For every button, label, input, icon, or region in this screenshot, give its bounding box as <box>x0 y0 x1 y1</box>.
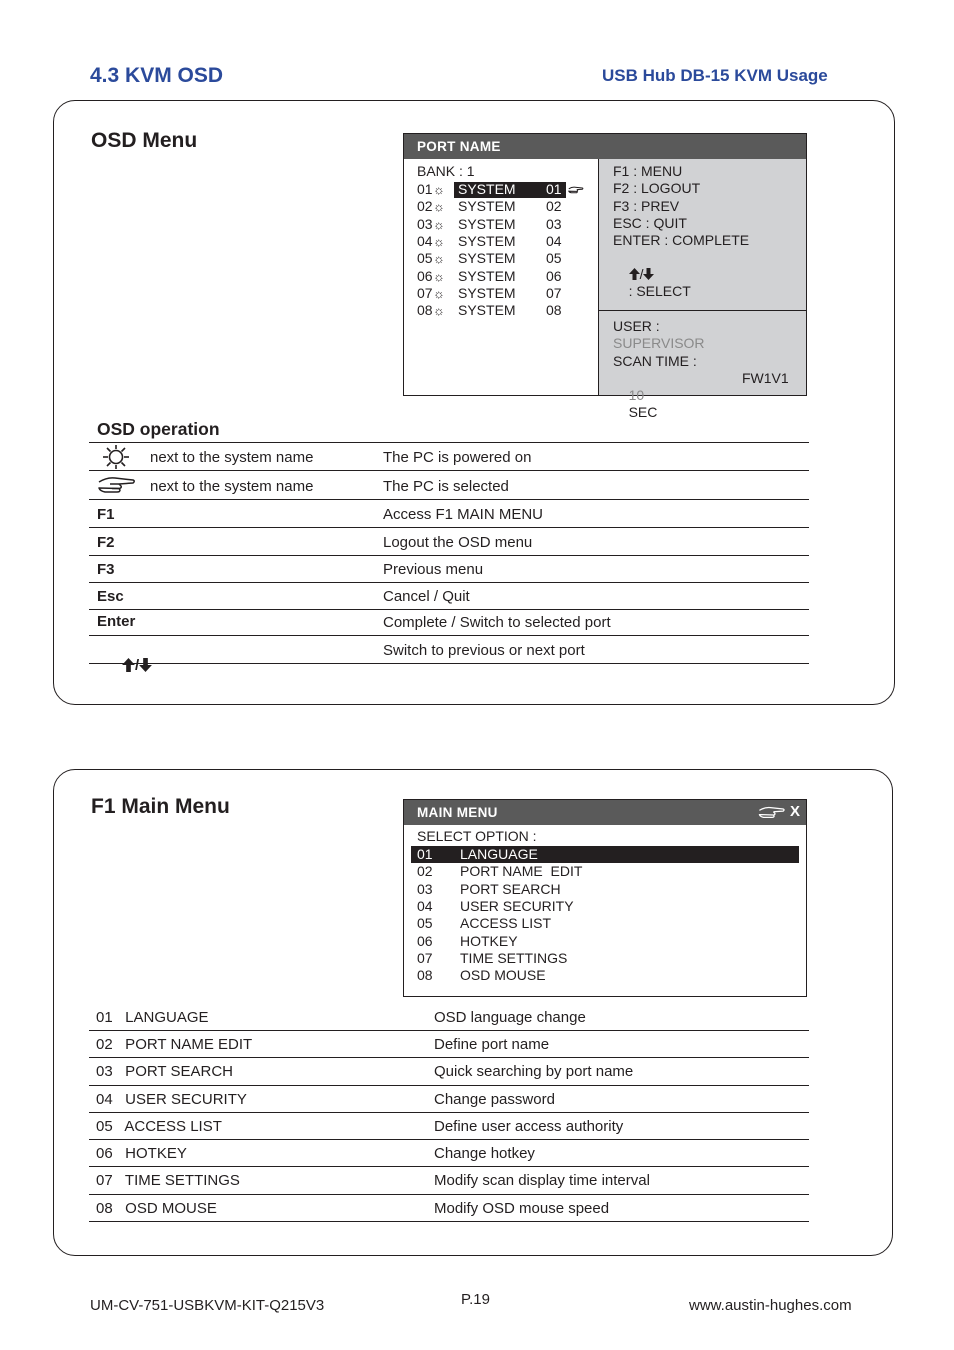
hotkey-f3: F3 : PREV <box>613 198 680 214</box>
firmware-version: FW1V1 <box>742 370 789 386</box>
option-label: OSD MOUSE <box>460 967 546 984</box>
option-label: PORT NAME EDIT <box>460 863 583 880</box>
option-label: ACCESS LIST <box>460 915 552 932</box>
port-number: 05 <box>417 250 433 267</box>
menu-item-desc: OSD language change <box>434 1009 586 1026</box>
osd-operation-title: OSD operation <box>97 419 220 439</box>
port-number: 01 <box>417 181 433 197</box>
operation-key: next to the system name <box>150 449 314 466</box>
port-row[interactable] <box>417 216 582 233</box>
sun-icon: ☼ <box>433 268 445 284</box>
operation-desc: Complete / Switch to selected port <box>383 614 611 631</box>
sun-icon: ☼ <box>433 251 445 267</box>
port-row[interactable] <box>417 302 582 319</box>
hotkey-enter: ENTER : COMPLETE <box>613 232 750 248</box>
port-number: 02 <box>417 198 433 215</box>
port-name: SYSTEM <box>458 198 516 215</box>
port-number: 03 <box>417 215 433 232</box>
menu-option[interactable] <box>411 863 799 880</box>
operation-desc: Cancel / Quit <box>383 588 470 605</box>
menu-item-name: 05 ACCESS LIST <box>96 1118 222 1135</box>
select-label: : SELECT <box>628 283 691 299</box>
option-number: 06 <box>417 932 433 949</box>
port-name: SYSTEM <box>458 232 516 249</box>
main-menu-screen <box>403 799 807 997</box>
operation-key: Enter <box>97 613 136 630</box>
menu-option[interactable] <box>411 898 799 915</box>
hotkey-f2: F2 : LOGOUT <box>613 180 701 196</box>
menu-item-name: 07 TIME SETTINGS <box>96 1172 240 1189</box>
bank-label: BANK : 1 <box>417 163 475 179</box>
pointing-hand-icon <box>97 476 137 494</box>
sun-icon: ☼ <box>433 233 445 249</box>
osd-operation-table <box>89 442 809 674</box>
sun-icon: ☼ <box>433 182 445 197</box>
operation-desc: Logout the OSD menu <box>383 534 533 551</box>
operation-key: Esc <box>97 588 124 605</box>
menu-option[interactable] <box>411 933 799 950</box>
port-id: 07 <box>546 284 562 301</box>
port-id: 05 <box>546 250 562 267</box>
select-option-label: SELECT OPTION : <box>417 828 537 844</box>
menu-item-name: 03 PORT SEARCH <box>96 1063 233 1080</box>
operation-key: next to the system name <box>150 478 314 495</box>
operation-desc: The PC is selected <box>383 478 509 495</box>
website-link[interactable]: www.austin-hughes.com <box>689 1297 852 1314</box>
port-number: 08 <box>417 302 433 319</box>
down-arrow-icon <box>139 658 152 672</box>
osd-menu-title: OSD Menu <box>91 129 198 152</box>
port-row[interactable] <box>417 250 582 267</box>
menu-option[interactable] <box>411 967 799 984</box>
table-row <box>89 1114 809 1140</box>
table-row <box>89 584 809 610</box>
section-title: 4.3 KVM OSD <box>90 64 224 87</box>
option-number: 04 <box>417 897 433 914</box>
menu-option[interactable] <box>411 846 799 863</box>
up-arrow-icon <box>122 658 135 672</box>
menu-option[interactable] <box>411 950 799 967</box>
port-row[interactable] <box>417 198 582 215</box>
operation-desc: Switch to previous or next port <box>383 642 585 659</box>
port-number: 06 <box>417 267 433 284</box>
port-name-screen <box>403 133 807 420</box>
table-row <box>89 1168 809 1195</box>
port-id: 04 <box>546 232 562 249</box>
user-value: SUPERVISOR <box>613 335 705 351</box>
option-label: PORT SEARCH <box>460 880 561 897</box>
menu-item-name: 02 PORT NAME EDIT <box>96 1036 253 1053</box>
doc-id: UM-CV-751-USBKVM-KIT-Q215V3 <box>90 1297 325 1314</box>
scan-time-number: 10 <box>628 387 645 403</box>
port-row[interactable] <box>417 268 582 285</box>
menu-item-name: 04 USER SECURITY <box>96 1091 247 1108</box>
operation-desc: The PC is powered on <box>383 449 532 466</box>
port-number: 07 <box>417 284 433 301</box>
table-row <box>89 443 809 471</box>
table-row <box>89 557 809 583</box>
table-row <box>89 1087 809 1113</box>
sun-icon: ☼ <box>433 216 445 232</box>
port-id: 08 <box>546 302 562 319</box>
page-number: P.19 <box>461 1291 490 1308</box>
option-number: 08 <box>417 967 433 984</box>
operation-desc: Access F1 MAIN MENU <box>383 506 544 523</box>
port-id: 03 <box>546 215 562 232</box>
sun-icon: ☼ <box>433 303 445 319</box>
port-name: SYSTEM <box>458 284 516 301</box>
down-arrow-icon <box>643 268 654 280</box>
option-number: 02 <box>417 863 433 880</box>
close-icon[interactable]: X <box>790 803 801 820</box>
operation-desc: Previous menu <box>383 561 484 578</box>
table-row <box>89 1005 809 1031</box>
menu-item-desc: Modify OSD mouse speed <box>434 1200 610 1217</box>
menu-item-desc: Define port name <box>434 1036 550 1053</box>
option-number: 05 <box>417 915 433 932</box>
port-row[interactable] <box>417 233 582 250</box>
scan-time-label: SCAN TIME : <box>613 353 697 369</box>
scan-time-value <box>613 370 657 438</box>
menu-item-desc: Define user access authority <box>434 1118 624 1135</box>
table-row <box>89 611 809 636</box>
port-name: SYSTEM <box>458 302 516 319</box>
sun-icon: ☼ <box>433 285 445 301</box>
menu-option[interactable] <box>411 881 799 898</box>
f1-menu-table <box>89 1005 809 1222</box>
up-arrow-icon <box>629 268 640 280</box>
table-row <box>89 501 809 528</box>
option-number: 07 <box>417 949 433 966</box>
menu-item-name: 01 LANGUAGE <box>96 1009 209 1026</box>
menu-item-name: 08 OSD MOUSE <box>96 1200 217 1217</box>
port-name: SYSTEM <box>458 215 516 232</box>
table-row <box>89 1196 809 1222</box>
port-id: 01 <box>546 181 562 197</box>
sun-icon <box>103 445 129 469</box>
f1-menu-title: F1 Main Menu <box>91 795 230 818</box>
menu-item-desc: Change password <box>434 1091 555 1108</box>
main-menu-screen-header <box>404 800 806 825</box>
menu-item-desc: Quick searching by port name <box>434 1063 634 1080</box>
pointing-hand-icon <box>568 186 584 194</box>
menu-option[interactable] <box>411 915 799 932</box>
table-row <box>89 1141 809 1167</box>
menu-item-desc: Modify scan display time interval <box>434 1172 650 1189</box>
option-label: HOTKEY <box>460 932 518 949</box>
sun-icon: ☼ <box>433 199 445 215</box>
port-name: SYSTEM <box>458 267 516 284</box>
option-number: 01 <box>417 846 433 862</box>
table-row <box>89 1059 809 1086</box>
port-number: 04 <box>417 232 433 249</box>
main-menu-header-label: MAIN MENU <box>417 805 498 820</box>
hotkey-esc: ESC : QUIT <box>613 215 687 231</box>
option-label: USER SECURITY <box>460 897 574 914</box>
port-row[interactable] <box>417 285 582 302</box>
hotkey-select: / : SELECT <box>628 266 691 299</box>
menu-item-name: 06 HOTKEY <box>96 1145 187 1162</box>
table-row <box>89 637 809 674</box>
table-row <box>89 472 809 500</box>
pointing-hand-icon <box>758 806 786 819</box>
scan-time-unit: SEC <box>628 404 658 420</box>
table-row <box>89 529 809 556</box>
option-label: LANGUAGE <box>460 846 538 862</box>
table-row <box>89 1032 809 1058</box>
hotkey-f1: F1 : MENU <box>613 163 683 179</box>
menu-item-desc: Change hotkey <box>434 1145 535 1162</box>
port-name: SYSTEM <box>458 181 516 197</box>
operation-key: F1 <box>97 506 115 523</box>
port-id: 02 <box>546 198 562 215</box>
port-name: SYSTEM <box>458 250 516 267</box>
port-id: 06 <box>546 267 562 284</box>
section-subtitle: USB Hub DB-15 KVM Usage <box>602 66 828 85</box>
option-number: 03 <box>417 880 433 897</box>
port-name-screen-header: PORT NAME <box>404 134 806 159</box>
arrow-keys: / <box>97 640 152 691</box>
operation-key: F3 <box>97 561 115 578</box>
operation-key: F2 <box>97 534 115 551</box>
user-label: USER : <box>613 318 660 334</box>
option-label: TIME SETTINGS <box>460 949 568 966</box>
port-row[interactable] <box>417 181 582 198</box>
